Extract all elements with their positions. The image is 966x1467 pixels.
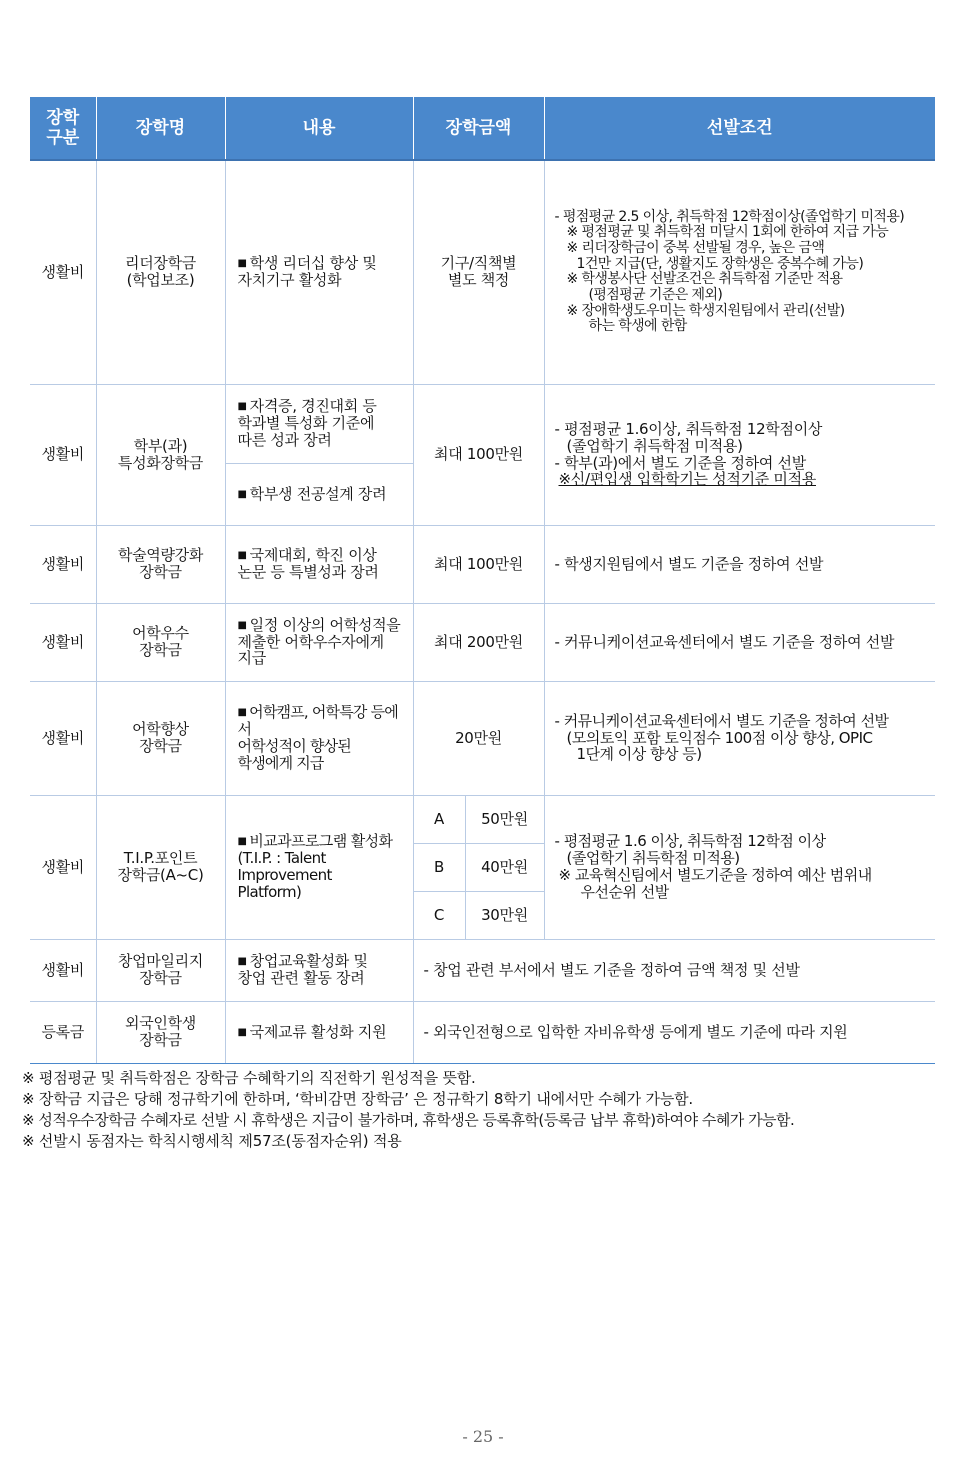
- condition-line: - 평점평균 2.5 이상, 취득학점 12학점이상(졸업학기 미적용): [554, 208, 905, 225]
- category-cell: 등록금: [30, 1001, 96, 1063]
- footnotes: [22, 1068, 794, 1152]
- grade-cell: B: [413, 843, 465, 891]
- content-text: 일정 이상의 어학성적을 제출한 어학우수자에게 지급: [237, 615, 401, 668]
- name-cell: 학술역량강화 장학금: [96, 525, 225, 603]
- condition-line: (졸업학기 취득학점 미적용): [566, 436, 743, 455]
- content-cell: [225, 160, 413, 384]
- content-cell: [225, 384, 413, 463]
- amount-cell: 기구/직책별 별도 책정: [413, 160, 544, 384]
- table-row: [30, 160, 935, 384]
- footnote: ※ 장학금 지급은 당해 정규학기에 한하며, ‘학비감면 장학금’ 은 정규학기 8학기 내에서만 수혜가 가능함.: [22, 1090, 693, 1108]
- condition-line: - 커뮤니케이션교육센터에서 별도 기준을 정하여 선발: [554, 632, 895, 651]
- bullet-square-icon: ■: [237, 707, 247, 719]
- condition-line: - 학부(과)에서 별도 기준을 정하여 선발: [554, 453, 806, 472]
- conditions-cell: [544, 384, 935, 525]
- table-header-row: [30, 97, 935, 160]
- condition-line: (졸업학기 취득학점 미적용): [566, 849, 740, 868]
- conditions-cell: - 외국인전형으로 입학한 자비유학생 등에게 별도 기준에 따라 지원: [413, 1001, 935, 1063]
- footnote: ※ 선발시 동점자는 학칙시행세칙 제57조(동점자순위) 적용: [22, 1132, 402, 1150]
- content-cell: [225, 603, 413, 681]
- name-cell: 학부(과) 특성화장학금: [96, 384, 225, 525]
- grade-cell: C: [413, 891, 465, 939]
- content-text: 국제대회, 학진 이상 논문 등 특별성과 장려: [237, 546, 379, 581]
- amount-cell: 최대 200만원: [413, 603, 544, 681]
- name-cell: T.I.P.포인트 장학금(A~C): [96, 795, 225, 939]
- header-name: 장학명: [96, 97, 225, 160]
- header-conditions: 선발조건: [544, 97, 935, 160]
- category-cell: 생활비: [30, 795, 96, 939]
- content-text: 비교과프로그램 활성화 (T.I.P. : Talent Improvement Platform): [237, 832, 393, 901]
- conditions-cell: [544, 160, 935, 384]
- condition-line: ※ 리더장학금이 중복 선발될 경우, 높은 금액: [566, 239, 825, 256]
- header-amount: 장학금액: [413, 97, 544, 160]
- condition-line: ※ 평점평균 및 취득학점 미달시 1회에 한하여 지급 가능: [566, 224, 889, 241]
- bullet-square-icon: ■: [237, 836, 247, 848]
- table-row: [30, 939, 935, 1001]
- grade-amount-cell: 30만원: [465, 891, 544, 939]
- condition-line: 1단계 이상 향상 등): [576, 745, 702, 764]
- page-number: - 25 -: [462, 1427, 504, 1446]
- condition-line: 하는 학생에 한함: [588, 318, 687, 335]
- condition-line: - 학생지원팀에서 별도 기준을 정하여 선발: [554, 554, 824, 573]
- content-cell: [225, 1001, 413, 1063]
- table-row: [30, 681, 935, 795]
- name-cell: 외국인학생 장학금: [96, 1001, 225, 1063]
- category-cell: 생활비: [30, 939, 96, 1001]
- bullet-square-icon: ■: [237, 488, 247, 500]
- conditions-cell: [544, 525, 935, 603]
- content-cell: [225, 795, 413, 939]
- name-cell: 창업마일리지 장학금: [96, 939, 225, 1001]
- content-text: 학생 리더십 향상 및 자치기구 활성화: [237, 254, 377, 290]
- content-cell: [225, 681, 413, 795]
- name-cell: 리더장학금 (학업보조): [96, 160, 225, 384]
- category-cell: 생활비: [30, 384, 96, 525]
- content-text: 학부생 전공설계 장려: [249, 484, 387, 503]
- content-cell: [225, 463, 413, 525]
- bullet-square-icon: ■: [237, 401, 247, 413]
- footnote: ※ 평점평균 및 취득학점은 장학금 수혜학기의 직전학기 원성적을 뜻함.: [22, 1069, 476, 1087]
- category-cell: 생활비: [30, 525, 96, 603]
- condition-line: 1건만 지급(단, 생활지도 장학생은 중복수혜 가능): [576, 255, 864, 272]
- amount-cell: 최대 100만원: [413, 525, 544, 603]
- condition-line: ※ 장애학생도우미는 학생지원팀에서 관리(선발): [566, 302, 845, 319]
- footnote: ※ 성적우수장학금 수혜자로 선발 시 휴학생은 지급이 불가하며, 휴학생은 등록휴학(등록금 납부 휴학)하여야 수혜가 가능함.: [22, 1111, 795, 1129]
- content-text: 국제교류 활성화 지원: [249, 1022, 387, 1041]
- table-row: [30, 525, 935, 603]
- content-cell: [225, 939, 413, 1001]
- header-category: 장학 구분: [30, 97, 96, 160]
- condition-line: ※신/편입생 입학학기는 성적기준 미적용: [558, 470, 816, 489]
- bullet-square-icon: ■: [237, 258, 247, 270]
- condition-line: ※ 교육혁신팀에서 별도기준을 정하여 예산 범위내: [558, 866, 872, 884]
- name-cell: 어학우수 장학금: [96, 603, 225, 681]
- category-cell: 생활비: [30, 160, 96, 384]
- table-row: [30, 1001, 935, 1063]
- condition-line: - 평점평균 1.6 이상, 취득학점 12학점 이상: [554, 832, 826, 851]
- table-row: [30, 603, 935, 681]
- bullet-square-icon: ■: [237, 550, 247, 562]
- category-cell: 생활비: [30, 681, 96, 795]
- table-row: [30, 795, 935, 843]
- amount-cell: 최대 100만원: [413, 384, 544, 525]
- grade-cell: A: [413, 795, 465, 843]
- condition-line: - 커뮤니케이션교육센터에서 별도 기준을 정하여 선발: [554, 711, 889, 730]
- bullet-square-icon: ■: [237, 619, 247, 631]
- content-text: 자격증, 경진대회 등 학과별 특성화 기준에 따른 성과 장려: [237, 397, 377, 449]
- grade-amount-cell: 50만원: [465, 795, 544, 843]
- condition-line: 우선순위 선발: [580, 882, 669, 901]
- name-cell: 어학향상 장학금: [96, 681, 225, 795]
- conditions-cell: - 창업 관련 부서에서 별도 기준을 정하여 금액 책정 및 선발: [413, 939, 935, 1001]
- table-row: [30, 384, 935, 463]
- conditions-cell: [544, 795, 935, 939]
- scholarship-table: [30, 97, 935, 1064]
- amount-cell: 20만원: [413, 681, 544, 795]
- conditions-cell: [544, 603, 935, 681]
- conditions-cell: [544, 681, 935, 795]
- header-content: 내용: [225, 97, 413, 160]
- grade-amount-cell: 40만원: [465, 843, 544, 891]
- content-text: 창업교육활성화 및 창업 관련 활동 장려: [237, 952, 368, 987]
- category-cell: 생활비: [30, 603, 96, 681]
- condition-line: - 평점평균 1.6이상, 취득학점 12학점이상: [554, 419, 823, 438]
- bullet-square-icon: ■: [237, 1026, 247, 1038]
- condition-line: (모의토익 포함 토익점수 100점 이상 향상, OPIC: [566, 728, 873, 747]
- condition-line: (평점평균 기준은 제외): [588, 286, 723, 303]
- condition-line: ※ 학생봉사단 선발조건은 취득학점 기준만 적용: [566, 271, 843, 288]
- content-text: 어학캠프, 어학특강 등에서 어학성적이 향상된 학생에게 지급: [237, 703, 398, 772]
- bullet-square-icon: ■: [237, 956, 247, 968]
- content-cell: [225, 525, 413, 603]
